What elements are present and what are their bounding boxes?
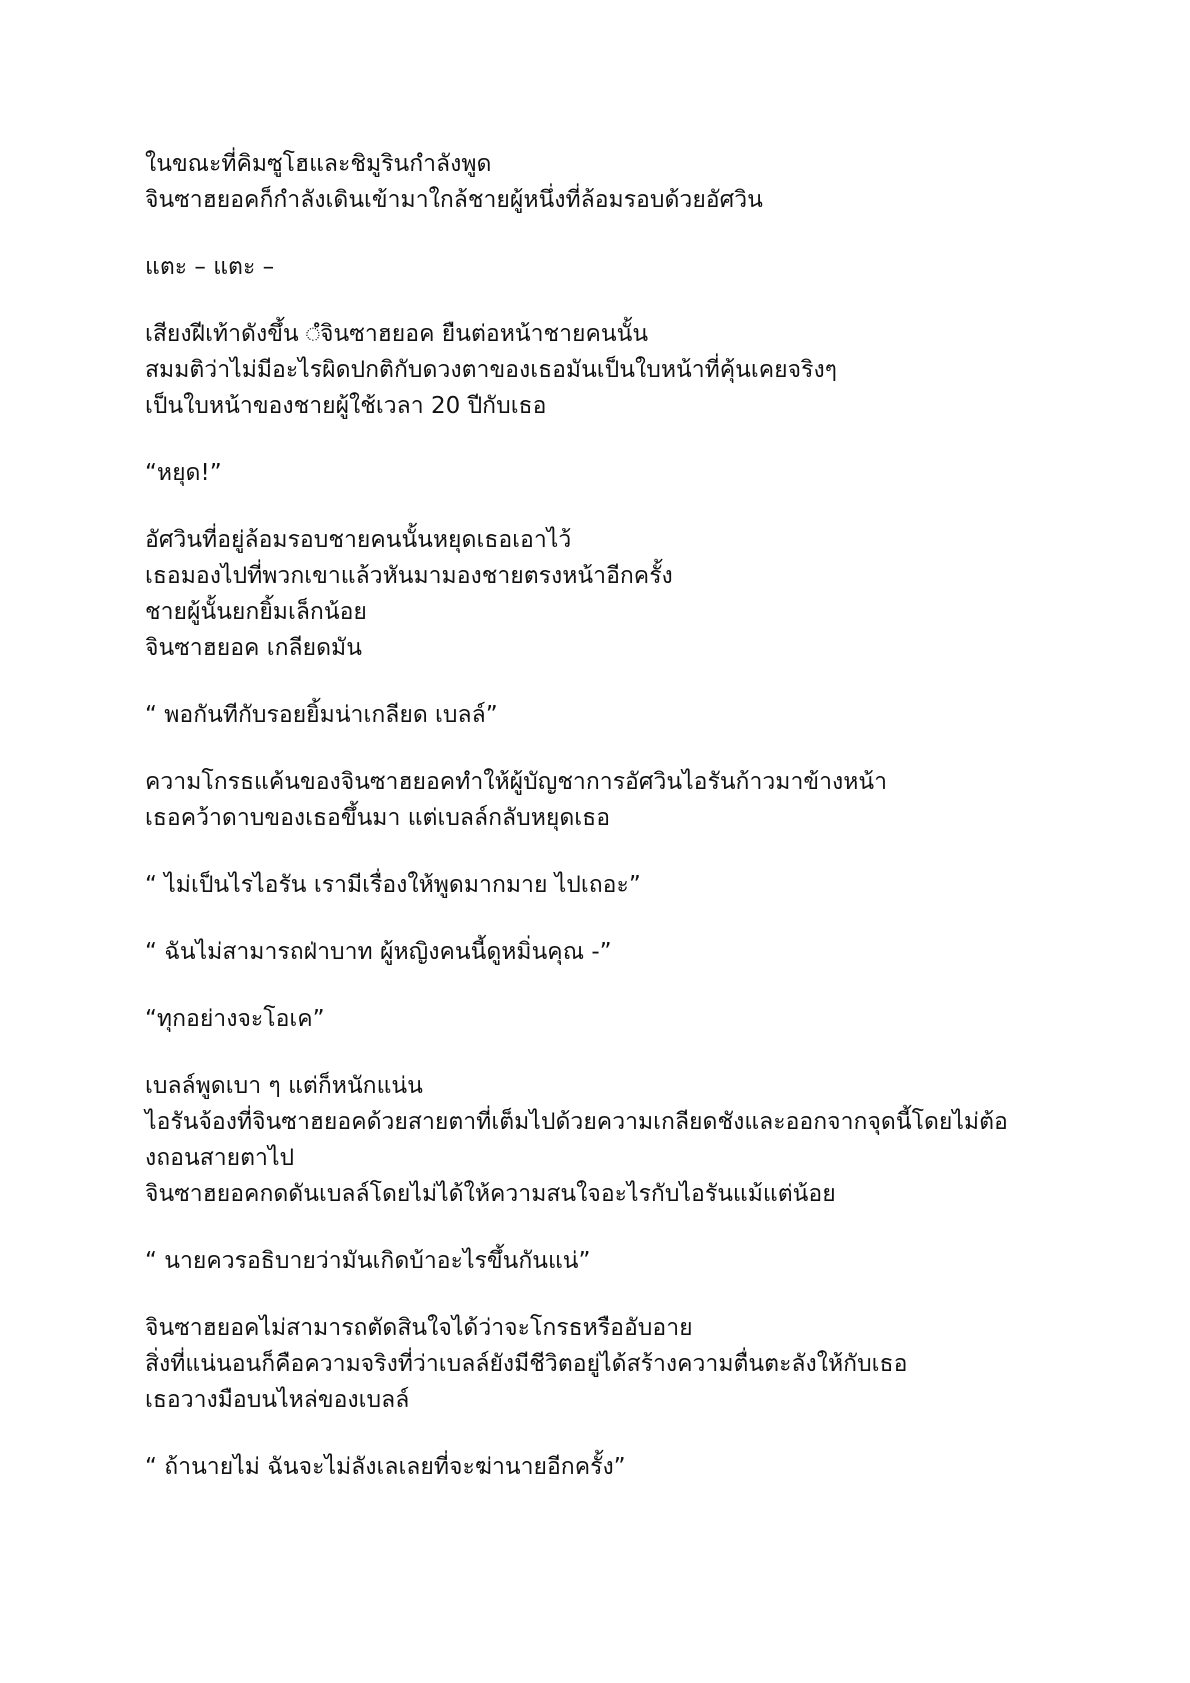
text-line: ไอรันจ้องที่จินซาฮยอคด้วยสายตาที่เต็มไปด้วยความเกลียดชังและออกจากจุดนี้โดยไม่ต้อ (145, 1109, 1008, 1135)
text-line: เธอคว้าดาบของเธอขึ้นมา แต่เบลล์กลับหยุดเธอ (145, 805, 611, 831)
text-line: ในขณะที่คิมซูโฮและชิมูรินกำลังพูด (145, 151, 492, 177)
paragraph-6 (145, 697, 1065, 733)
paragraph-9 (145, 934, 1065, 970)
paragraph-8 (145, 867, 1065, 903)
paragraph-13 (145, 1310, 1065, 1418)
text-line: “ นายควรอธิบายว่ามันเกิดบ้าอะไรขึ้นกันแน่” (145, 1248, 591, 1274)
text-line: แตะ – แตะ – (145, 254, 275, 280)
paragraph-1 (145, 146, 1065, 218)
paragraph-14 (145, 1449, 1065, 1485)
text-line: จินซาฮยอคกดดันเบลล์โดยไม่ได้ให้ความสนใจอะไรกับไอรันแม้แต่น้อย (145, 1181, 836, 1207)
text-line: “หยุด!” (145, 460, 222, 486)
text-line: “ ถ้านายไม่ ฉันจะไม่ลังเลเลยที่จะฆ่านายอีกครั้ง” (145, 1454, 626, 1480)
text-line: งถอนสายตาไป (145, 1145, 295, 1171)
text-line: เบลล์พูดเบา ๆ แต่ก็หนักแน่น (145, 1073, 423, 1099)
paragraph-10 (145, 1001, 1065, 1037)
text-line: จินซาฮยอคก็กำลังเดินเข้ามาใกล้ชายผู้หนึ่งที่ล้อมรอบด้วยอัศวิน (145, 187, 763, 213)
text-line: ชายผู้นั้นยกยิ้มเล็กน้อย (145, 599, 367, 625)
text-line: “ พอกันทีกับรอยยิ้มน่าเกลียด เบลล์” (145, 702, 498, 728)
paragraph-3 (145, 316, 1065, 424)
text-line: เธอวางมือบนไหล่ของเบลล์ (145, 1387, 410, 1413)
paragraph-4 (145, 455, 1065, 491)
text-line: “ ไม่เป็นไรไอรัน เรามีเรื่องให้พูดมากมาย ไปเถอะ” (145, 872, 641, 898)
text-line: อัศวินที่อยู่ล้อมรอบชายคนนั้นหยุดเธอเอาไว้ (145, 527, 572, 553)
text-line: จินซาฮยอคไม่สามารถตัดสินใจได้ว่าจะโกรธหรืออับอาย (145, 1315, 693, 1341)
text-line: ความโกรธแค้นของจินซาฮยอคทำให้ผู้บัญชาการอัศวินไอรันก้าวมาข้างหน้า (145, 769, 888, 795)
text-line: สิ่งที่แน่นอนก็คือความจริงที่ว่าเบลล์ยังมีชีวิตอยู่ได้สร้างความตื่นตะลังให้กับเธอ (145, 1351, 908, 1377)
paragraph-7 (145, 764, 1065, 836)
paragraph-12 (145, 1243, 1065, 1279)
story-text (145, 146, 1065, 1516)
text-line: เธอมองไปที่พวกเขาแล้วหันมามองชายตรงหน้าอีกครั้ง (145, 563, 673, 589)
text-line: สมมติว่าไม่มีอะไรผิดปกติกับดวงตาของเธอมันเป็นใบหน้าที่คุ้นเคยจริงๆ (145, 357, 838, 383)
text-line: เป็นใบหน้าของชายผู้ใช้เวลา 20 ปีกับเธอ (145, 393, 547, 419)
text-line: เสียงฝีเท้าดังขึ้น ◌ํจินซาฮยอค ยืนต่อหน้าชายคนนั้น (145, 321, 649, 347)
text-line: “ทุกอย่างจะโอเค” (145, 1006, 325, 1032)
paragraph-11 (145, 1068, 1065, 1212)
paragraph-2 (145, 249, 1065, 285)
text-line: จินซาฮยอค เกลียดมัน (145, 635, 362, 661)
text-line: “ ฉันไม่สามารถฝ่าบาท ผู้หญิงคนนี้ดูหมิ่นคุณ -” (145, 939, 612, 965)
paragraph-5 (145, 522, 1065, 666)
